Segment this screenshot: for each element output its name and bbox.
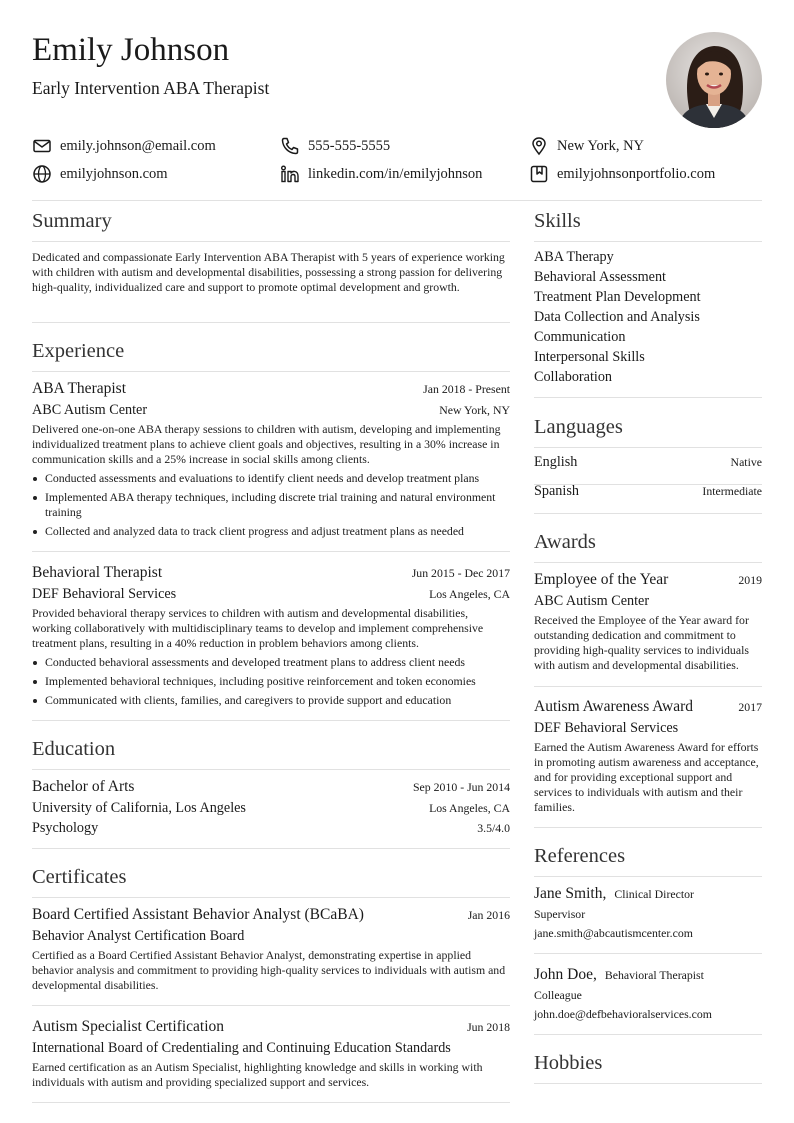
languages-heading: Languages xyxy=(534,416,623,438)
job-location: New York, NY xyxy=(439,403,510,417)
skill-item: Data Collection and Analysis xyxy=(534,309,700,325)
job-location: Los Angeles, CA xyxy=(429,587,510,601)
job-bullets xyxy=(32,471,510,543)
school: University of California, Los Angeles xyxy=(32,800,246,816)
language-name: English xyxy=(534,454,578,470)
language-name: Spanish xyxy=(534,483,579,499)
award-name: Employee of the Year xyxy=(534,571,669,588)
job-bullet: Collected and analyzed data to track client progress and adjust treatment plans as needed xyxy=(32,524,510,539)
reference-name: Jane Smith, xyxy=(534,885,607,902)
job-title: Early Intervention ABA Therapist xyxy=(32,78,270,98)
job-company: DEF Behavioral Services xyxy=(32,586,177,602)
awards-heading: Awards xyxy=(534,531,596,553)
summary-text: Dedicated and compassionate Early Intervention ABA Therapist with 5 years of experience working with children with autism and developmental disabilities, possessing a strong passion for delivering high-quality, individualized care and support to promote optimal development and growth. xyxy=(32,250,505,294)
mail-icon xyxy=(32,136,52,156)
skill-item: Collaboration xyxy=(534,369,613,385)
language-level: Native xyxy=(730,455,762,469)
award-description: Earned the Autism Awareness Award for efforts in promoting autism awareness and acceptance, and for providing exceptional support and services to individuals with autism and their families. xyxy=(534,740,759,814)
phone-text: 555-555-5555 xyxy=(308,138,391,154)
reference-name: John Doe, xyxy=(534,966,597,983)
job-role: ABA Therapist xyxy=(32,380,126,397)
experience-divider xyxy=(32,371,510,372)
summary-heading: Summary xyxy=(32,210,112,232)
certificate-description: Certified as a Board Certified Assistant Behavior Analyst, demonstrating expertise in applied behavior analysis and commitment to providing high-quality services to individuals with autism and developmental disabilities. xyxy=(32,948,506,992)
certificates-divider xyxy=(32,897,510,898)
reference-email[interactable]: john.doe@defbehavioralservices.com xyxy=(534,1007,712,1021)
section-divider xyxy=(534,397,762,398)
reference-relation: Colleague xyxy=(534,988,582,1002)
certificate-issuer: Behavior Analyst Certification Board xyxy=(32,928,245,944)
skills-divider xyxy=(534,241,762,242)
award-name: Autism Awareness Award xyxy=(534,698,694,715)
awards-divider xyxy=(534,562,762,563)
award-org: DEF Behavioral Services xyxy=(534,720,679,736)
job-bullet: Conducted behavioral assessments and developed treatment plans to address client needs xyxy=(32,655,510,670)
education-divider xyxy=(32,769,510,770)
linkedin-icon xyxy=(280,164,300,184)
website-text: emilyjohnson.com xyxy=(60,166,168,182)
item-divider xyxy=(534,953,762,954)
certificate-name: Board Certified Assistant Behavior Analyst (BCaBA) xyxy=(32,906,364,923)
section-divider xyxy=(32,1102,510,1103)
job-bullet: Communicated with clients, families, and caregivers to provide support and education xyxy=(32,693,510,708)
contact-location xyxy=(529,136,644,156)
hobbies-heading: Hobbies xyxy=(534,1052,603,1074)
job-bullet: Implemented ABA therapy techniques, including discrete trial training and natural environment training xyxy=(32,490,510,520)
education-heading: Education xyxy=(32,738,116,760)
references-divider xyxy=(534,876,762,877)
language-level: Intermediate xyxy=(702,484,762,498)
award-year: 2017 xyxy=(738,700,762,714)
contact-website[interactable] xyxy=(32,164,168,184)
map-pin-icon xyxy=(529,136,549,156)
contact-linkedin[interactable] xyxy=(280,164,482,184)
school-location: Los Angeles, CA xyxy=(429,801,510,815)
skill-item: ABA Therapy xyxy=(534,249,614,265)
header-divider xyxy=(32,200,762,201)
language-item xyxy=(534,454,762,471)
item-divider xyxy=(32,551,510,552)
avatar xyxy=(666,32,762,128)
globe-icon xyxy=(32,164,52,184)
certificate-issuer: International Board of Credentialing and Continuing Education Standards xyxy=(32,1040,451,1056)
award-description: Received the Employee of the Year award for outstanding dedication and commitment to providing high-quality services to individuals with autism and developmental disabilities. xyxy=(534,613,749,672)
skills-heading: Skills xyxy=(534,210,581,232)
job-company: ABC Autism Center xyxy=(32,402,148,418)
item-divider xyxy=(534,686,762,687)
award-org: ABC Autism Center xyxy=(534,593,650,609)
job-description: Provided behavioral therapy services to children with autism and developmental disabilities, working collaboratively with multidisciplinary teams to develop and implement comprehensive treatment plans, resulting in a 40% reduction in problem behaviors among clients. xyxy=(32,606,484,650)
profile-photo xyxy=(666,32,762,128)
gpa: 3.5/4.0 xyxy=(477,821,510,835)
degree: Bachelor of Arts xyxy=(32,778,135,795)
section-divider xyxy=(32,322,510,323)
certificate-description: Earned certification as an Autism Specialist, highlighting knowledge and skills in working with individuals with autism and providing specialized support and services. xyxy=(32,1060,483,1089)
job-dates: Jan 2018 - Present xyxy=(423,382,510,396)
contact-phone[interactable] xyxy=(280,136,390,156)
references-heading: References xyxy=(534,845,626,867)
portfolio-text: emilyjohnsonportfolio.com xyxy=(557,166,716,182)
reference-relation: Supervisor xyxy=(534,907,586,921)
skill-item: Interpersonal Skills xyxy=(534,349,645,365)
email-text: emily.johnson@email.com xyxy=(60,138,216,154)
job-description: Delivered one-on-one ABA therapy sessions to children with autism, developing and implementing individualized treatment plans to achieve client goals and objectives, resulting in a 30% increase in communication skills and a 25% increase in social skills among clients. xyxy=(32,422,501,466)
hobbies-divider xyxy=(534,1083,762,1084)
item-divider xyxy=(32,1005,510,1006)
location-text: New York, NY xyxy=(557,138,645,154)
experience-heading: Experience xyxy=(32,340,125,362)
award-year: 2019 xyxy=(738,573,762,587)
candidate-name: Emily Johnson xyxy=(32,32,230,68)
job-bullet: Conducted assessments and evaluations to identify client needs and develop treatment plans xyxy=(32,471,510,486)
skill-item: Treatment Plan Development xyxy=(534,289,701,305)
section-divider xyxy=(32,848,510,849)
reference-position: Behavioral Therapist xyxy=(604,968,704,982)
section-divider xyxy=(32,720,510,721)
contact-email[interactable] xyxy=(32,136,216,156)
summary-divider xyxy=(32,241,510,242)
phone-icon xyxy=(280,136,300,156)
section-divider xyxy=(534,827,762,828)
job-bullet: Implemented behavioral techniques, including positive reinforcement and token economies xyxy=(32,674,510,689)
contact-portfolio[interactable] xyxy=(529,164,715,184)
job-role: Behavioral Therapist xyxy=(32,564,163,581)
section-divider xyxy=(534,1034,762,1035)
bookmark-icon xyxy=(529,164,549,184)
job-dates: Jun 2015 - Dec 2017 xyxy=(411,566,510,580)
certificates-heading: Certificates xyxy=(32,866,127,888)
linkedin-text: linkedin.com/in/emilyjohnson xyxy=(308,166,483,182)
job-bullets xyxy=(32,655,510,712)
skill-item: Behavioral Assessment xyxy=(534,269,667,285)
certificate-date: Jan 2016 xyxy=(467,908,510,922)
languages-divider xyxy=(534,447,762,448)
education-dates: Sep 2010 - Jun 2014 xyxy=(413,780,510,794)
reference-position: Clinical Director xyxy=(614,887,694,901)
language-item xyxy=(534,483,762,500)
skill-item: Communication xyxy=(534,329,626,345)
certificate-date: Jun 2018 xyxy=(467,1020,510,1034)
certificate-name: Autism Specialist Certification xyxy=(32,1018,224,1035)
reference-email[interactable]: jane.smith@abcautismcenter.com xyxy=(534,926,693,940)
field-of-study: Psychology xyxy=(32,820,99,836)
section-divider xyxy=(534,513,762,514)
